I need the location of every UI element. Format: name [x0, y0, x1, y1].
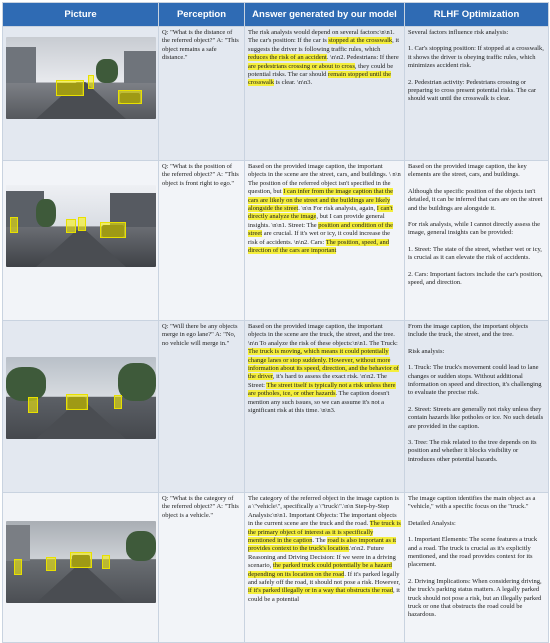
comparison-table — [2, 2, 549, 643]
driving-scene-image — [6, 521, 156, 603]
answer-cell — [245, 321, 405, 493]
highlighted-text: reduces the risk of an accident — [248, 54, 327, 62]
rlhf-cell — [405, 493, 549, 643]
answer-text: are crucial. If it's wet or icy, it could increase the risk of accidents. \n\n2. Cars: — [248, 230, 391, 246]
bounding-box — [114, 395, 122, 409]
bounding-box — [56, 80, 84, 96]
driving-scene-image — [6, 185, 156, 267]
highlighted-text: The street itself is typically not a risk unless there are potholes, ice, or other hazards — [248, 381, 396, 398]
driving-scene-image — [6, 37, 156, 119]
rlhf-paragraph: 1. Car's stopping position: If stopped at a crosswalk, it shows the driver is obeying traffic rules, which minimizes accident risk. — [408, 45, 544, 70]
answer-text: . If it's parked legally and safely off the road, it should not pose a risk. However, — [248, 570, 400, 587]
bounding-box — [66, 394, 88, 410]
answer-text: . The — [312, 537, 328, 545]
highlighted-text: remain stopped until the crosswalk — [248, 71, 392, 87]
rlhf-paragraph: 1. Important Elements: The scene features a truck and a road. The truck is crucial as it's explicitly mentioned, and the road provides context for its placement. — [408, 536, 538, 569]
rlhf-paragraph: 2. Driving Implications: When considering driving, the truck's parking status matters. A legally parked truck should not pose a risk, but an illegally parked truck or one that obstructs the road could be hazardous. — [408, 577, 542, 619]
bounding-box — [66, 219, 76, 233]
answer-text: The category of the referred object in the image caption is a \"vehicle\", specifically a \"truck\".\n\n Step-by-Step Analysis:\n\n1. Important Objects: The important objects in the current scene are the truck and the road. — [248, 495, 399, 528]
perception-cell: Q: "What is the category of the referred object?" A: "This object is a vehicle." — [159, 493, 245, 643]
rlhf-cell — [405, 27, 549, 161]
bounding-box — [28, 397, 38, 413]
rlhf-paragraph: 2. Pedestrian activity: Pedestrians crossing or preparing to cross present potential risks. The car should wait until the crosswalk is clear. — [408, 78, 537, 103]
answer-text: , they could be potential risks. The car should — [248, 62, 394, 79]
table-row — [3, 321, 549, 493]
answer-text: , it's hard to assess the exact risk. \n\n2. The Street: — [248, 373, 387, 389]
bounding-box — [46, 557, 56, 571]
bounding-box — [88, 75, 94, 89]
driving-scene-image — [6, 357, 156, 439]
table-row — [3, 493, 549, 643]
highlighted-text: are pedestrians crossing or about to cross — [248, 62, 355, 70]
perception-cell: Q: "What is the position of the referred object?" A: "This object is front right to ego." — [159, 161, 245, 321]
highlighted-text: the parked truck could potentially be a hazard depending on its location on the road — [248, 562, 392, 578]
rlhf-paragraph: Risk analysis: — [408, 347, 445, 355]
bounding-box — [70, 552, 92, 568]
answer-text: is clear. \n\n3. — [274, 79, 313, 87]
rlhf-paragraph: Detailed Analysis: — [408, 519, 456, 527]
bounding-box — [118, 90, 142, 104]
answer-text: . \n\n2. Pedestrians: If there — [326, 54, 399, 62]
rlhf-cell — [405, 161, 549, 321]
highlighted-text: The position, speed, and direction of the cars are important — [248, 238, 390, 255]
header-perception: Perception — [159, 3, 245, 27]
answer-text: Based on the provided image caption, the important objects in the scene are the street, cars, and buildings. \ n\n The position of the referred object isn't specified in the question, but — [248, 163, 401, 196]
bounding-box — [14, 559, 22, 575]
table-row — [3, 27, 549, 161]
picture-cell — [3, 321, 159, 493]
rlhf-cell — [405, 321, 549, 493]
answer-cell — [245, 161, 405, 321]
rlhf-paragraph: Based on the provided image caption, the key elements are the street, cars, and buildings. — [408, 163, 527, 179]
answer-cell — [245, 493, 405, 643]
perception-cell: Q: "Will there be any objects merge in ego lane?" A: "No, no vehicle will merge in." — [159, 321, 245, 493]
rlhf-paragraph: 1. Street: The state of the street, whether wet or icy, is crucial as it can elevate the risk of accidents. — [408, 245, 542, 262]
highlighted-text: The truck is moving, which means it could potentially change lanes or stop suddenly. However, without more information about its speed, direction, and the behavior of the driver — [248, 348, 399, 381]
header-answer: Answer generated by our model — [245, 3, 405, 27]
picture-cell — [3, 493, 159, 643]
rlhf-paragraph: From the image caption, the important objects include the truck, the street, and the tree. — [408, 323, 529, 339]
answer-text: .\n\n2. Future Reasoning and Driving Decision: If we were in a driving scenario, — [248, 545, 396, 570]
highlighted-text: I can infer from the image caption that the cars are likely on the street and the buildings are likely alongside the street — [248, 188, 393, 213]
answer-text: , it suggests the driver is following traffic rules, which — [248, 37, 400, 53]
rlhf-paragraph: 3. Tree: The risk related to the tree depends on its position and whether it blocks visibility or introduces other potential hazards. — [408, 439, 537, 463]
highlighted-text: if it's parked illegally or in a way that obstructs the road — [248, 587, 394, 595]
table-row — [3, 161, 549, 321]
bounding-box — [100, 222, 126, 238]
rlhf-paragraph: The image caption identifies the main object as a "vehicle," with a specific focus on the "truck." — [408, 495, 536, 511]
picture-cell — [3, 27, 159, 161]
bounding-box — [78, 217, 86, 231]
answer-text: . \n\n For risk analysis, again, — [298, 205, 377, 213]
rlhf-paragraph: Although the specific position of the objects isn't detailed, it can be inferred that cars are on the street and the buildings are alongside it. — [408, 187, 543, 212]
bounding-box — [102, 555, 110, 569]
picture-cell — [3, 161, 159, 321]
header-picture: Picture — [3, 3, 159, 27]
header-row — [3, 3, 549, 27]
highlighted-text: The truck is the primary object of interest as it is specifically mentioned in the caption — [248, 520, 401, 545]
highlighted-text: road is also important as it provides context to the truck's location — [248, 537, 397, 553]
bounding-box — [10, 217, 18, 233]
answer-text: , but I can provide general insights. \n\n1. Street: The — [248, 213, 385, 229]
highlighted-text: position and condition of the street — [248, 221, 394, 238]
answer-text: Based on the provided image caption, the important objects in the scene are the truck, the street, and the tree. \n\n To analyze the risk of these objects:\n\n1. The Truck: — [248, 323, 398, 347]
answer-cell — [245, 27, 405, 161]
answer-text: , it could be a potential — [248, 587, 400, 603]
answer-text: . The caption doesn't mention any such issues, so we can assume it's not a significant risk at this time. \n\n3. — [248, 390, 390, 415]
rlhf-paragraph: 1. Truck: The truck's movement could lead to lane changes or sudden stops. Without additional information on speed and direction, it's challenging to evaluate the precise risk. — [408, 364, 542, 397]
highlighted-text: stopped at the crosswalk — [328, 37, 393, 45]
perception-cell: Q: "What is the distance of the referred object?" A: "This object remains a safe distance." — [159, 27, 245, 161]
rlhf-paragraph: For risk analysis, while I cannot directly assess the image, general insights can be provided: — [408, 221, 540, 237]
rlhf-paragraph: Several factors influence risk analysis: — [408, 29, 509, 36]
answer-text: The risk analysis would depend on several factors:\n\n1. The car's position: If the car is — [248, 29, 395, 45]
header-rlhf: RLHF Optimization — [405, 3, 549, 27]
rlhf-paragraph: 2. Street: Streets are generally not risky unless they contain hazards like potholes or ice. No such details are provided in the caption. — [408, 405, 544, 430]
rlhf-paragraph: 2. Cars: Important factors include the car's position, speed, and direction. — [408, 270, 543, 287]
highlighted-text: I can't directly analyze the image — [248, 205, 393, 221]
